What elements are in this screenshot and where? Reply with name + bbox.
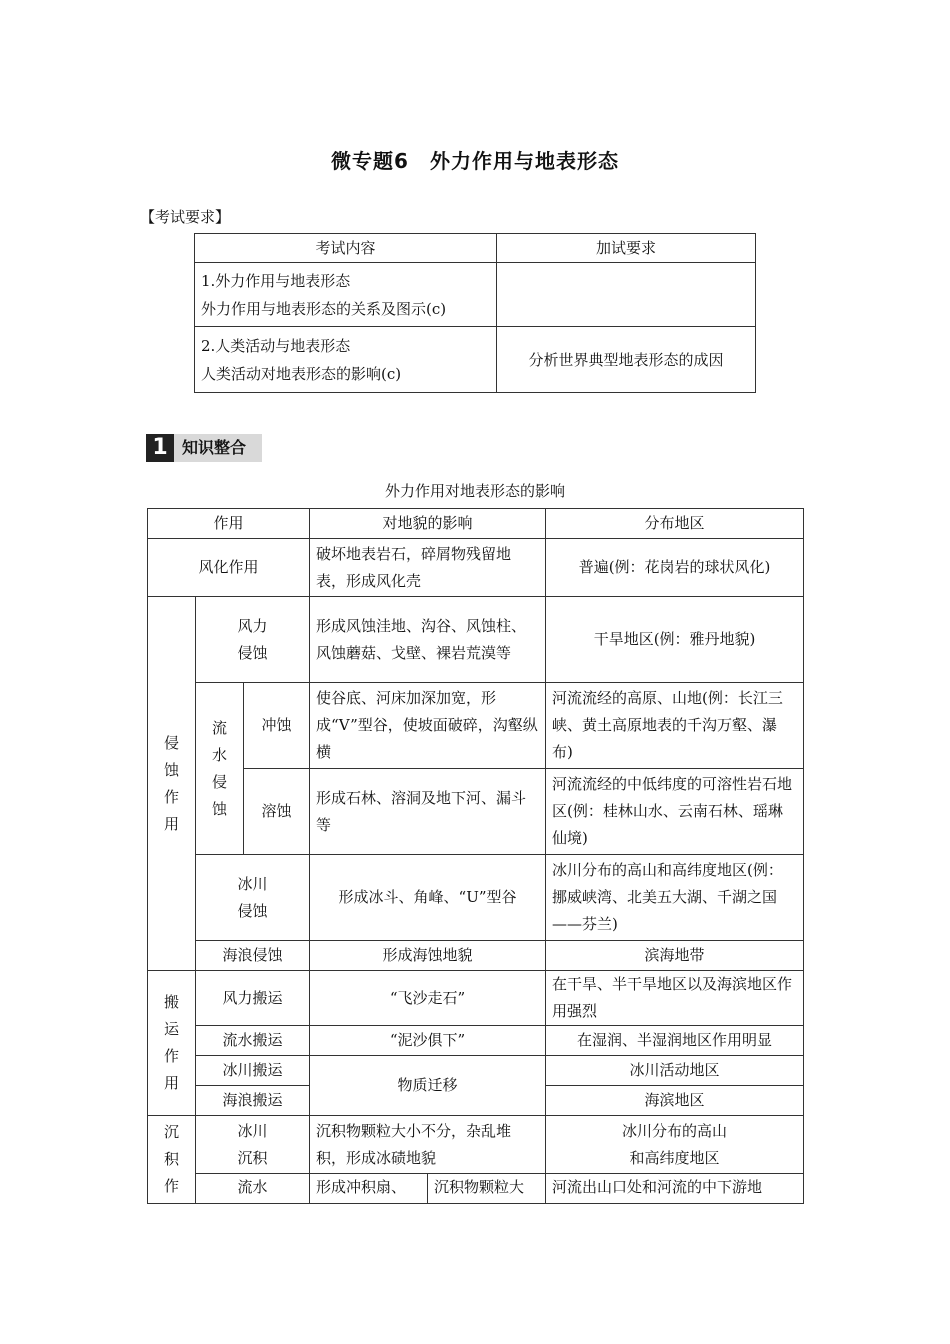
erosion-group-label <box>148 597 196 971</box>
weathering-name: 风化作用 <box>148 539 310 597</box>
wave-transport-name: 海浪搬运 <box>196 1086 310 1116</box>
transport-group-label <box>148 971 196 1116</box>
exam-content-line: 1.外力作用与地表形态 <box>201 271 351 290</box>
water-erosion-group <box>196 683 244 855</box>
header-force: 作用 <box>148 509 310 539</box>
wind-erosion-effect: 形成风蚀洼地、沟谷、风蚀柱、风蚀蘑菇、戈壁、裸岩荒漠等 <box>310 597 546 683</box>
glacier-transport-name: 冰川搬运 <box>196 1056 310 1086</box>
water-transport-name: 流水搬运 <box>196 1026 310 1056</box>
glacier-deposition-label: 冰川沉积 <box>237 1121 268 1167</box>
section-heading <box>146 434 262 462</box>
water-deposition-name: 流水 <box>196 1174 310 1204</box>
external-forces-table <box>147 508 804 1204</box>
section-number: 1 <box>146 434 174 462</box>
vertical-text: 搬运作用 <box>164 993 180 1092</box>
header-effect: 对地貌的影响 <box>310 509 546 539</box>
exam-content-line: 2.人类活动与地表形态 <box>201 336 351 355</box>
region-line: 冰川分布的高山 <box>622 1121 728 1140</box>
scour-name: 冲蚀 <box>244 683 310 769</box>
header-extra-requirement: 加试要求 <box>497 234 756 263</box>
weathering-effect: 破坏地表岩石，碎屑物残留地表，形成风化壳 <box>310 539 546 597</box>
dissolve-region: 河流流经的中低纬度的可溶性岩石地区(例：桂林山水、云南石林、瑶琳仙境) <box>546 769 804 855</box>
wind-erosion-region: 干旱地区(例：雅丹地貌) <box>546 597 804 683</box>
extra-requirement-cell <box>497 263 756 327</box>
wind-transport-name: 风力搬运 <box>196 971 310 1026</box>
region-line: 和高纬度地区 <box>629 1148 720 1167</box>
page-title: 微专题6 外力作用与地表形态 <box>331 149 619 173</box>
glacier-deposition-region <box>546 1116 804 1174</box>
wave-erosion-name: 海浪侵蚀 <box>196 941 310 971</box>
scour-effect: 使谷底、河床加深加宽，形成“V”型谷，使坡面破碎，沟壑纵横 <box>310 683 546 769</box>
header-exam-content: 考试内容 <box>195 234 497 263</box>
glacier-erosion-name <box>196 855 310 941</box>
vertical-text: 侵蚀作用 <box>164 733 180 833</box>
exam-content-cell <box>195 327 497 393</box>
wave-erosion-effect: 形成海蚀地貌 <box>310 941 546 971</box>
section-label: 知识整合 <box>182 438 247 457</box>
vertical-text: 流水侵蚀 <box>212 718 228 818</box>
water-deposition-effect-a: 形成冲积扇、 <box>310 1174 428 1204</box>
scour-region: 河流流经的高原、山地(例：长江三峡、黄土高原地表的千沟万壑、瀑布) <box>546 683 804 769</box>
weathering-region: 普遍(例：花岗岩的球状风化) <box>546 539 804 597</box>
header-region: 分布地区 <box>546 509 804 539</box>
water-transport-effect: “泥沙俱下” <box>310 1026 546 1056</box>
shared-transport-effect: 物质迁移 <box>310 1056 546 1116</box>
wind-transport-effect: “飞沙走石” <box>310 971 546 1026</box>
water-transport-region: 在湿润、半湿润地区作用明显 <box>546 1026 804 1056</box>
glacier-erosion-effect: 形成冰斗、角峰、“U”型谷 <box>310 855 546 941</box>
glacier-erosion-label: 冰川侵蚀 <box>237 874 268 920</box>
water-deposition-region: 河流出山口处和河流的中下游地 <box>546 1174 804 1204</box>
dissolve-name: 溶蚀 <box>244 769 310 855</box>
deposition-group-label <box>148 1116 196 1204</box>
glacier-erosion-region: 冰川分布的高山和高纬度地区(例：挪威峡湾、北美五大湖、千湖之国——芬兰) <box>546 855 804 941</box>
glacier-transport-region: 冰川活动地区 <box>546 1056 804 1086</box>
glacier-deposition-effect: 沉积物颗粒大小不分，杂乱堆积，形成冰碛地貌 <box>310 1116 546 1174</box>
water-deposition-effect-b: 沉积物颗粒大 <box>428 1174 546 1204</box>
wind-erosion-name <box>196 597 310 683</box>
table-caption: 外力作用对地表形态的影响 <box>384 482 565 500</box>
exam-content-line: 外力作用与地表形态的关系及图示(c) <box>201 299 447 318</box>
wave-erosion-region: 滨海地带 <box>546 941 804 971</box>
exam-requirements-label: 【考试要求】 <box>140 208 231 226</box>
exam-content-line: 人类活动对地表形态的影响(c) <box>201 364 402 383</box>
wind-transport-region: 在干旱、半干旱地区以及海滨地区作用强烈 <box>546 971 804 1026</box>
dissolve-effect: 形成石林、溶洞及地下河、漏斗等 <box>310 769 546 855</box>
wind-erosion-label: 风力侵蚀 <box>237 616 268 662</box>
vertical-text: 沉积作 <box>164 1123 180 1195</box>
exam-requirements-table <box>194 233 756 393</box>
exam-content-cell <box>195 263 497 327</box>
extra-requirement-cell: 分析世界典型地表形态的成因 <box>497 327 756 393</box>
wave-transport-region: 海滨地区 <box>546 1086 804 1116</box>
glacier-deposition-name <box>196 1116 310 1174</box>
